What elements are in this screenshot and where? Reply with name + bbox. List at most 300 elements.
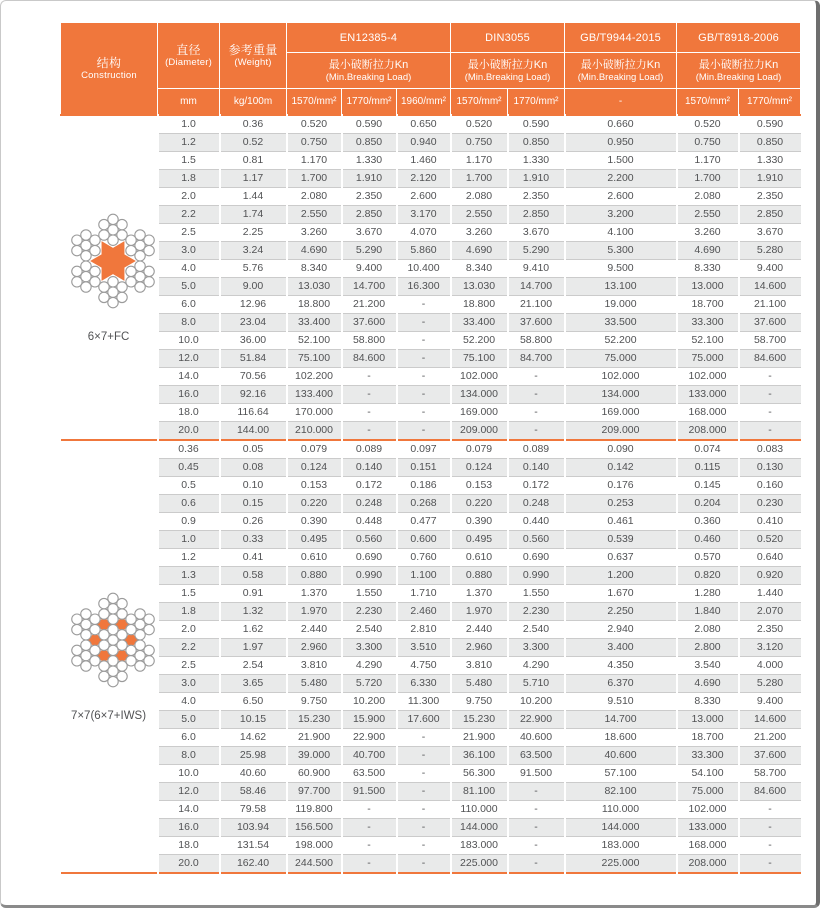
value-cell: 3.260 bbox=[677, 223, 739, 241]
value-cell: 0.640 bbox=[739, 548, 801, 566]
rope-7x7-iws-icon bbox=[61, 588, 165, 692]
value-cell: 1.170 bbox=[287, 151, 342, 169]
value-cell: 37.600 bbox=[739, 746, 801, 764]
value-cell: 1.330 bbox=[508, 151, 565, 169]
value-cell: 33.400 bbox=[287, 313, 342, 331]
value-cell: 56.300 bbox=[451, 764, 508, 782]
value-cell: - bbox=[397, 403, 451, 421]
value-cell: 18.800 bbox=[451, 295, 508, 313]
value-cell: 8.330 bbox=[677, 692, 739, 710]
table-row bbox=[61, 223, 801, 241]
value-cell: 0.990 bbox=[342, 566, 397, 584]
value-cell: 4.690 bbox=[677, 674, 739, 692]
value-cell: 134.000 bbox=[451, 385, 508, 403]
value-cell: 0.81 bbox=[220, 151, 287, 169]
value-cell: 170.000 bbox=[287, 403, 342, 421]
header-standard-din3055: DIN3055 bbox=[451, 23, 565, 53]
value-cell: 2.550 bbox=[451, 205, 508, 223]
value-cell: - bbox=[508, 421, 565, 440]
value-cell: - bbox=[508, 385, 565, 403]
value-cell: 3.0 bbox=[158, 241, 220, 259]
value-cell: 0.520 bbox=[739, 530, 801, 548]
value-cell: 0.253 bbox=[565, 494, 677, 512]
value-cell: 15.230 bbox=[451, 710, 508, 728]
value-cell: 2.0 bbox=[158, 187, 220, 205]
value-cell: 2.25 bbox=[220, 223, 287, 241]
value-cell: 0.880 bbox=[287, 566, 342, 584]
value-cell: 84.700 bbox=[508, 349, 565, 367]
value-cell: - bbox=[397, 295, 451, 313]
value-cell: 12.0 bbox=[158, 349, 220, 367]
value-cell: 79.58 bbox=[220, 800, 287, 818]
value-cell: 54.100 bbox=[677, 764, 739, 782]
value-cell: 102.000 bbox=[677, 800, 739, 818]
value-cell: 4.290 bbox=[342, 656, 397, 674]
value-cell: 134.000 bbox=[565, 385, 677, 403]
value-cell: 2.0 bbox=[158, 620, 220, 638]
table-row bbox=[61, 403, 801, 421]
value-cell: 2.200 bbox=[565, 169, 677, 187]
value-cell: 5.300 bbox=[565, 241, 677, 259]
value-cell: 198.000 bbox=[287, 836, 342, 854]
table-row bbox=[61, 602, 801, 620]
value-cell: 209.000 bbox=[451, 421, 508, 440]
value-cell: - bbox=[739, 367, 801, 385]
value-cell: 1.44 bbox=[220, 187, 287, 205]
value-cell: 2.810 bbox=[397, 620, 451, 638]
value-cell: 14.0 bbox=[158, 800, 220, 818]
value-cell: 0.950 bbox=[565, 133, 677, 151]
value-cell: 0.495 bbox=[287, 530, 342, 548]
value-cell: 3.24 bbox=[220, 241, 287, 259]
value-cell: 3.670 bbox=[342, 223, 397, 241]
table-row bbox=[61, 115, 801, 134]
value-cell: 0.820 bbox=[677, 566, 739, 584]
wire-rope-spec-table bbox=[60, 22, 801, 874]
value-cell: 57.100 bbox=[565, 764, 677, 782]
construction-cell bbox=[61, 115, 158, 440]
value-cell: 0.41 bbox=[220, 548, 287, 566]
value-cell: 25.98 bbox=[220, 746, 287, 764]
value-cell: 0.91 bbox=[220, 584, 287, 602]
value-cell: 0.590 bbox=[342, 115, 397, 134]
value-cell: 1.550 bbox=[342, 584, 397, 602]
value-cell: 12.0 bbox=[158, 782, 220, 800]
header-construction bbox=[61, 23, 158, 115]
header-grade-gbt9944-dash: - bbox=[565, 89, 677, 115]
value-cell: 116.64 bbox=[220, 403, 287, 421]
header-breaking-load-din: 最小破断拉力Kn (Min.Breaking Load) bbox=[451, 53, 565, 89]
table-row bbox=[61, 494, 801, 512]
value-cell: 0.560 bbox=[508, 530, 565, 548]
value-cell: 0.690 bbox=[508, 548, 565, 566]
value-cell: 75.000 bbox=[565, 349, 677, 367]
value-cell: 0.097 bbox=[397, 440, 451, 459]
value-cell: 3.810 bbox=[451, 656, 508, 674]
value-cell: 22.900 bbox=[508, 710, 565, 728]
value-cell: 2.550 bbox=[287, 205, 342, 223]
value-cell: 0.079 bbox=[287, 440, 342, 459]
value-cell: 11.300 bbox=[397, 692, 451, 710]
value-cell: 0.850 bbox=[739, 133, 801, 151]
value-cell: 0.124 bbox=[287, 458, 342, 476]
value-cell: 0.45 bbox=[158, 458, 220, 476]
header-diameter-zh: 直径 bbox=[176, 43, 201, 57]
value-cell: 0.172 bbox=[342, 476, 397, 494]
value-cell: 1.970 bbox=[451, 602, 508, 620]
value-cell: 9.750 bbox=[451, 692, 508, 710]
value-cell: - bbox=[739, 836, 801, 854]
value-cell: - bbox=[739, 385, 801, 403]
value-cell: 3.400 bbox=[565, 638, 677, 656]
value-cell: 8.340 bbox=[287, 259, 342, 277]
value-cell: 10.15 bbox=[220, 710, 287, 728]
value-cell: 22.900 bbox=[342, 728, 397, 746]
header-grade-en-1770: 1770/mm² bbox=[342, 89, 397, 115]
table-row bbox=[61, 187, 801, 205]
value-cell: 84.600 bbox=[739, 782, 801, 800]
value-cell: 0.440 bbox=[508, 512, 565, 530]
value-cell: 39.000 bbox=[287, 746, 342, 764]
value-cell: 10.200 bbox=[342, 692, 397, 710]
header-unit-kg100m: kg/100m bbox=[220, 89, 287, 115]
value-cell: 4.0 bbox=[158, 692, 220, 710]
value-cell: 40.700 bbox=[342, 746, 397, 764]
value-cell: 1.100 bbox=[397, 566, 451, 584]
value-cell: 9.400 bbox=[739, 692, 801, 710]
value-cell: 52.100 bbox=[287, 331, 342, 349]
value-cell: 82.100 bbox=[565, 782, 677, 800]
value-cell: 168.000 bbox=[677, 836, 739, 854]
value-cell: 18.700 bbox=[677, 295, 739, 313]
value-cell: 1.32 bbox=[220, 602, 287, 620]
value-cell: 1.2 bbox=[158, 548, 220, 566]
table-row bbox=[61, 512, 801, 530]
value-cell: 16.0 bbox=[158, 818, 220, 836]
value-cell: 2.440 bbox=[287, 620, 342, 638]
table-row bbox=[61, 367, 801, 385]
value-cell: 4.750 bbox=[397, 656, 451, 674]
value-cell: 0.637 bbox=[565, 548, 677, 566]
value-cell: 2.600 bbox=[397, 187, 451, 205]
value-cell: - bbox=[342, 854, 397, 873]
value-cell: 0.448 bbox=[342, 512, 397, 530]
value-cell: 20.0 bbox=[158, 421, 220, 440]
value-cell: 1.5 bbox=[158, 151, 220, 169]
value-cell: 14.700 bbox=[508, 277, 565, 295]
value-cell: 58.46 bbox=[220, 782, 287, 800]
value-cell: 1.910 bbox=[739, 169, 801, 187]
value-cell: 3.0 bbox=[158, 674, 220, 692]
value-cell: 4.350 bbox=[565, 656, 677, 674]
value-cell: 2.230 bbox=[508, 602, 565, 620]
table-row bbox=[61, 530, 801, 548]
value-cell: 2.2 bbox=[158, 638, 220, 656]
value-cell: 1.550 bbox=[508, 584, 565, 602]
value-cell: 0.600 bbox=[397, 530, 451, 548]
value-cell: 2.230 bbox=[342, 602, 397, 620]
value-cell: - bbox=[508, 800, 565, 818]
value-cell: 18.0 bbox=[158, 836, 220, 854]
value-cell: 13.030 bbox=[451, 277, 508, 295]
value-cell: - bbox=[508, 403, 565, 421]
value-cell: 0.590 bbox=[508, 115, 565, 134]
value-cell: 1.74 bbox=[220, 205, 287, 223]
value-cell: 37.600 bbox=[508, 313, 565, 331]
value-cell: 8.340 bbox=[451, 259, 508, 277]
value-cell: 33.500 bbox=[565, 313, 677, 331]
value-cell: 9.410 bbox=[508, 259, 565, 277]
value-cell: 4.690 bbox=[287, 241, 342, 259]
value-cell: 133.000 bbox=[677, 385, 739, 403]
value-cell: 5.0 bbox=[158, 710, 220, 728]
value-cell: 51.84 bbox=[220, 349, 287, 367]
value-cell: 75.100 bbox=[287, 349, 342, 367]
value-cell: 0.172 bbox=[508, 476, 565, 494]
header-grade-en-1570: 1570/mm² bbox=[287, 89, 342, 115]
value-cell: 0.089 bbox=[508, 440, 565, 459]
value-cell: - bbox=[739, 818, 801, 836]
table-row bbox=[61, 638, 801, 656]
value-cell: 0.920 bbox=[739, 566, 801, 584]
value-cell: - bbox=[739, 800, 801, 818]
value-cell: 0.36 bbox=[220, 115, 287, 134]
table-header bbox=[61, 23, 801, 115]
value-cell: 3.540 bbox=[677, 656, 739, 674]
value-cell: 16.300 bbox=[397, 277, 451, 295]
value-cell: 0.230 bbox=[739, 494, 801, 512]
value-cell: 2.120 bbox=[397, 169, 451, 187]
value-cell: 8.0 bbox=[158, 313, 220, 331]
value-cell: 17.600 bbox=[397, 710, 451, 728]
value-cell: 2.540 bbox=[508, 620, 565, 638]
value-cell: 169.000 bbox=[451, 403, 508, 421]
value-cell: 2.070 bbox=[739, 602, 801, 620]
value-cell: 3.670 bbox=[739, 223, 801, 241]
value-cell: 0.090 bbox=[565, 440, 677, 459]
value-cell: 2.350 bbox=[508, 187, 565, 205]
value-cell: 0.248 bbox=[508, 494, 565, 512]
value-cell: 0.610 bbox=[287, 548, 342, 566]
value-cell: 0.079 bbox=[451, 440, 508, 459]
value-cell: 75.100 bbox=[451, 349, 508, 367]
table-row bbox=[61, 313, 801, 331]
value-cell: 58.800 bbox=[342, 331, 397, 349]
value-cell: 14.700 bbox=[565, 710, 677, 728]
value-cell: 102.000 bbox=[451, 367, 508, 385]
value-cell: - bbox=[397, 782, 451, 800]
value-cell: - bbox=[397, 313, 451, 331]
value-cell: 110.000 bbox=[451, 800, 508, 818]
value-cell: - bbox=[397, 331, 451, 349]
value-cell: 103.94 bbox=[220, 818, 287, 836]
value-cell: 0.074 bbox=[677, 440, 739, 459]
value-cell: 13.030 bbox=[287, 277, 342, 295]
value-cell: 1.97 bbox=[220, 638, 287, 656]
value-cell: 1.910 bbox=[342, 169, 397, 187]
value-cell: 4.690 bbox=[677, 241, 739, 259]
value-cell: 0.160 bbox=[739, 476, 801, 494]
value-cell: 5.860 bbox=[397, 241, 451, 259]
value-cell: 0.750 bbox=[677, 133, 739, 151]
value-cell: 0.151 bbox=[397, 458, 451, 476]
value-cell: 75.000 bbox=[677, 782, 739, 800]
value-cell: 0.10 bbox=[220, 476, 287, 494]
value-cell: 1.62 bbox=[220, 620, 287, 638]
value-cell: 10.200 bbox=[508, 692, 565, 710]
value-cell: 133.000 bbox=[677, 818, 739, 836]
value-cell: - bbox=[508, 818, 565, 836]
table-row bbox=[61, 169, 801, 187]
table-row bbox=[61, 259, 801, 277]
value-cell: 2.960 bbox=[287, 638, 342, 656]
value-cell: 84.600 bbox=[739, 349, 801, 367]
value-cell: 183.000 bbox=[565, 836, 677, 854]
value-cell: 91.500 bbox=[508, 764, 565, 782]
value-cell: 6.330 bbox=[397, 674, 451, 692]
table-row bbox=[61, 692, 801, 710]
value-cell: 21.200 bbox=[342, 295, 397, 313]
table-row bbox=[61, 548, 801, 566]
value-cell: 0.750 bbox=[451, 133, 508, 151]
value-cell: 2.600 bbox=[565, 187, 677, 205]
value-cell: 3.170 bbox=[397, 205, 451, 223]
table-row bbox=[61, 674, 801, 692]
table-row bbox=[61, 205, 801, 223]
value-cell: 13.000 bbox=[677, 710, 739, 728]
value-cell: 81.100 bbox=[451, 782, 508, 800]
value-cell: 52.100 bbox=[677, 331, 739, 349]
rope-6x7-fc-icon bbox=[61, 209, 165, 313]
value-cell: 13.000 bbox=[677, 277, 739, 295]
header-unit-mm: mm bbox=[158, 89, 220, 115]
value-cell: 0.130 bbox=[739, 458, 801, 476]
value-cell: 0.880 bbox=[451, 566, 508, 584]
value-cell: 0.145 bbox=[677, 476, 739, 494]
table-row bbox=[61, 800, 801, 818]
value-cell: 21.900 bbox=[287, 728, 342, 746]
value-cell: 10.0 bbox=[158, 331, 220, 349]
value-cell: 2.940 bbox=[565, 620, 677, 638]
header-weight-en: (Weight) bbox=[234, 57, 272, 68]
value-cell: - bbox=[397, 349, 451, 367]
header-weight-zh: 参考重量 bbox=[228, 43, 278, 57]
value-cell: 0.05 bbox=[220, 440, 287, 459]
value-cell: 36.100 bbox=[451, 746, 508, 764]
value-cell: 2.850 bbox=[508, 205, 565, 223]
header-grade-din-1570: 1570/mm² bbox=[451, 89, 508, 115]
value-cell: 2.850 bbox=[342, 205, 397, 223]
value-cell: - bbox=[508, 367, 565, 385]
header-breaking-load-gbt8918: 最小破断拉力Kn (Min.Breaking Load) bbox=[677, 53, 801, 89]
value-cell: 9.510 bbox=[565, 692, 677, 710]
value-cell: 1.460 bbox=[397, 151, 451, 169]
section-6x7-fc bbox=[61, 115, 801, 440]
header-grade-din-1770: 1770/mm² bbox=[508, 89, 565, 115]
value-cell: 9.00 bbox=[220, 277, 287, 295]
value-cell: 10.0 bbox=[158, 764, 220, 782]
value-cell: 1.370 bbox=[451, 584, 508, 602]
value-cell: 0.760 bbox=[397, 548, 451, 566]
value-cell: 20.0 bbox=[158, 854, 220, 873]
value-cell: 0.204 bbox=[677, 494, 739, 512]
value-cell: - bbox=[342, 836, 397, 854]
value-cell: 169.000 bbox=[565, 403, 677, 421]
value-cell: 3.510 bbox=[397, 638, 451, 656]
value-cell: 0.36 bbox=[158, 440, 220, 459]
value-cell: 4.100 bbox=[565, 223, 677, 241]
value-cell: 18.600 bbox=[565, 728, 677, 746]
value-cell: 1.710 bbox=[397, 584, 451, 602]
value-cell: 52.200 bbox=[565, 331, 677, 349]
value-cell: 0.390 bbox=[451, 512, 508, 530]
value-cell: 0.570 bbox=[677, 548, 739, 566]
value-cell: 144.000 bbox=[451, 818, 508, 836]
table-row bbox=[61, 764, 801, 782]
value-cell: 0.990 bbox=[508, 566, 565, 584]
value-cell: 13.100 bbox=[565, 277, 677, 295]
table-row bbox=[61, 656, 801, 674]
value-cell: 0.460 bbox=[677, 530, 739, 548]
value-cell: 8.0 bbox=[158, 746, 220, 764]
value-cell: 1.700 bbox=[677, 169, 739, 187]
value-cell: 18.0 bbox=[158, 403, 220, 421]
value-cell: 0.33 bbox=[220, 530, 287, 548]
value-cell: 52.200 bbox=[451, 331, 508, 349]
value-cell: 6.0 bbox=[158, 728, 220, 746]
value-cell: 0.560 bbox=[342, 530, 397, 548]
value-cell: 119.800 bbox=[287, 800, 342, 818]
value-cell: 225.000 bbox=[451, 854, 508, 873]
value-cell: 84.600 bbox=[342, 349, 397, 367]
value-cell: 23.04 bbox=[220, 313, 287, 331]
value-cell: 0.089 bbox=[342, 440, 397, 459]
value-cell: 1.280 bbox=[677, 584, 739, 602]
value-cell: 3.670 bbox=[508, 223, 565, 241]
value-cell: 0.220 bbox=[287, 494, 342, 512]
value-cell: 14.700 bbox=[342, 277, 397, 295]
value-cell: 0.750 bbox=[287, 133, 342, 151]
value-cell: 209.000 bbox=[565, 421, 677, 440]
value-cell: 5.280 bbox=[739, 241, 801, 259]
value-cell: 0.520 bbox=[287, 115, 342, 134]
table-row bbox=[61, 241, 801, 259]
header-construction-zh: 结构 bbox=[96, 55, 122, 70]
value-cell: 0.6 bbox=[158, 494, 220, 512]
table-row bbox=[61, 458, 801, 476]
value-cell: - bbox=[397, 836, 451, 854]
value-cell: 3.200 bbox=[565, 205, 677, 223]
table-row bbox=[61, 133, 801, 151]
value-cell: 0.5 bbox=[158, 476, 220, 494]
table-row bbox=[61, 854, 801, 873]
value-cell: 15.230 bbox=[287, 710, 342, 728]
value-cell: 162.40 bbox=[220, 854, 287, 873]
value-cell: - bbox=[342, 367, 397, 385]
value-cell: 97.700 bbox=[287, 782, 342, 800]
table-row bbox=[61, 295, 801, 313]
value-cell: 1.170 bbox=[677, 151, 739, 169]
value-cell: 0.52 bbox=[220, 133, 287, 151]
header-standard-gbt8918: GB/T8918-2006 bbox=[677, 23, 801, 53]
value-cell: 0.650 bbox=[397, 115, 451, 134]
value-cell: - bbox=[397, 800, 451, 818]
value-cell: - bbox=[739, 403, 801, 421]
value-cell: 3.260 bbox=[287, 223, 342, 241]
value-cell: 144.00 bbox=[220, 421, 287, 440]
header-grade-en-1960: 1960/mm² bbox=[397, 89, 451, 115]
table-row bbox=[61, 710, 801, 728]
